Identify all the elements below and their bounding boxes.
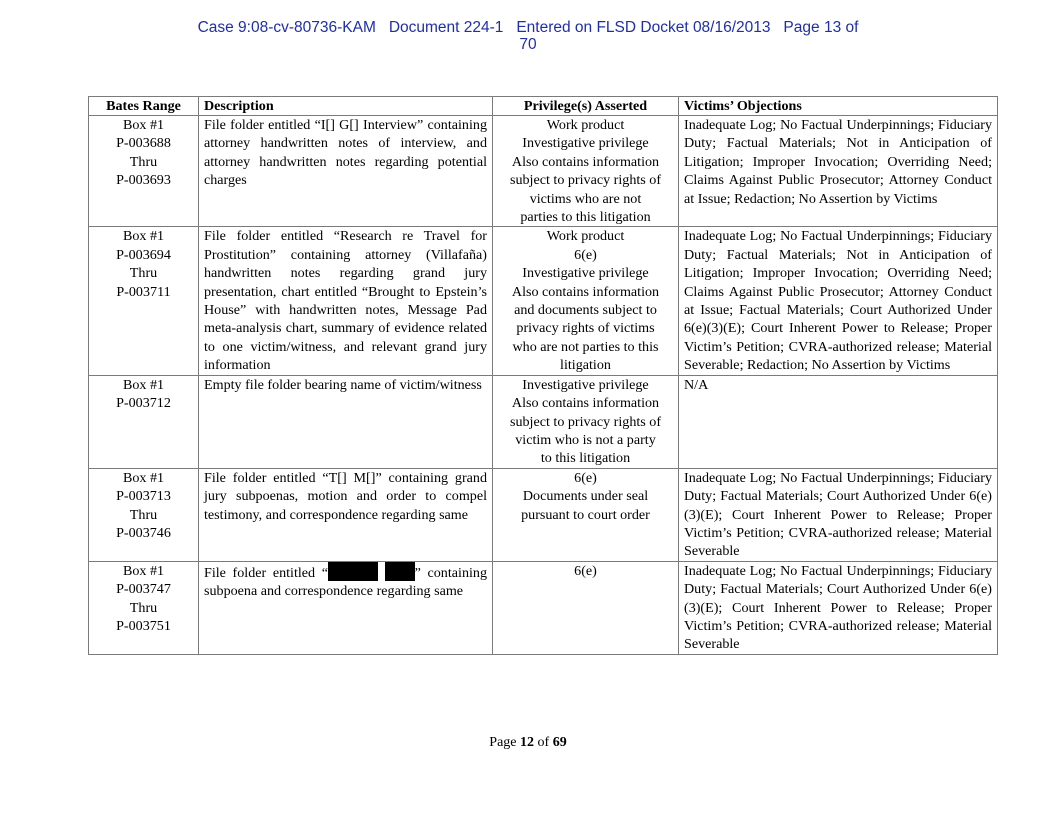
bates-line: Thru xyxy=(129,265,158,282)
table-row xyxy=(89,375,998,468)
footer-page-number: 12 xyxy=(520,735,535,750)
col-header-privilege: Privilege(s) Asserted xyxy=(493,97,679,116)
table-row xyxy=(89,468,998,561)
bates-line: Thru xyxy=(129,599,158,616)
bates-line: P-003688 xyxy=(116,135,171,152)
privilege-line: Investigative privilege xyxy=(522,265,649,282)
privilege-line: 6(e) xyxy=(574,469,597,486)
col-header-bates: Bates Range xyxy=(89,97,199,116)
bates-line: Thru xyxy=(129,153,158,170)
privilege-line: litigation xyxy=(560,357,611,374)
privilege-cell xyxy=(493,116,679,227)
description-suffix: ” containing subpoena and correspondence regarding same xyxy=(204,564,487,600)
privilege-cell xyxy=(493,561,679,654)
bates-line: P-003694 xyxy=(116,246,171,263)
privilege-line: Documents under seal xyxy=(522,488,649,505)
bates-range-cell xyxy=(89,468,199,561)
objections-cell: Inadequate Log; No Factual Underpinnings; Fiduciary Duty; Factual Materials; Court Authorized Under 6(e)(3)(E); Court Inherent Power to Release; Proper Victim’s Petition; CVRA-authorized release; Material Severable xyxy=(679,561,998,654)
privilege-line: Work product xyxy=(546,117,625,133)
bates-line: Box #1 xyxy=(122,562,165,579)
table-row xyxy=(89,561,998,654)
bates-range-cell xyxy=(89,561,199,654)
privilege-line: 6(e) xyxy=(574,246,597,263)
col-header-description: Description xyxy=(199,97,493,116)
objections-cell: Inadequate Log; No Factual Underpinnings; Fiduciary Duty; Factual Materials; Court Authorized Under 6(e)(3)(E); Court Inherent Power to Release; Proper Victim’s Petition; CVRA-authorized release; Material Severable xyxy=(679,468,998,561)
privilege-line: to this litigation xyxy=(540,450,631,467)
privilege-line: pursuant to court order xyxy=(521,506,650,523)
redaction-block xyxy=(328,562,378,581)
description-cell: Empty file folder bearing name of victim/witness xyxy=(199,375,493,468)
privilege-line: victims who are not xyxy=(529,190,642,207)
privilege-cell xyxy=(493,227,679,375)
redaction-block xyxy=(385,562,415,581)
description-cell: File folder entitled “T[] M[]” containing grand jury subpoenas, motion and order to compel testimony, and correspondence regarding same xyxy=(199,468,493,561)
description-cell: File folder entitled “Research re Travel for Prostitution” containing attorney (Villafaña) handwritten notes regarding grand jury presentation, chart entitled “Brought to Epstein’s House” with handwritten notes, Message Pad meta-analysis chart, summary of evidence related to one victim/witness, and relevant grand jury information xyxy=(199,227,493,375)
bates-line: P-003746 xyxy=(116,524,171,541)
page-footer xyxy=(0,735,1056,751)
col-header-objections: Victims’ Objections xyxy=(679,97,998,116)
table-header-row xyxy=(89,97,998,116)
bates-line: P-003712 xyxy=(116,395,171,412)
bates-line: P-003711 xyxy=(116,283,171,300)
objections-cell: Inadequate Log; No Factual Underpinnings; Fiduciary Duty; Factual Materials; Not in Anticipation of Litigation; Improper Invocation; Overriding Need; Claims Against Public Prosecutor; Attorney Conduct at Issue; Factual Materials; Court Authorized Under 6(e)(3)(E); Court Inherent Power to Release; Proper Victim’s Petition; CVRA-authorized release; Material Severable; Redaction; No Assertion by Victims xyxy=(679,227,998,375)
table-row xyxy=(89,227,998,375)
footer-of-word: of xyxy=(537,735,550,750)
bates-range-cell xyxy=(89,375,199,468)
docket-header-line1: Case 9:08-cv-80736-KAM Document 224-1 Entered on FLSD Docket 08/16/2013 Page 13 of xyxy=(197,19,859,36)
privilege-line: Work product xyxy=(546,228,625,245)
description-prefix: File folder entitled “ xyxy=(204,564,328,581)
privilege-line: and documents subject to xyxy=(514,302,657,319)
privilege-line: Also contains information xyxy=(511,153,660,170)
objections-cell: N/A xyxy=(679,375,998,468)
bates-range-cell xyxy=(89,227,199,375)
privilege-line: Also contains information xyxy=(511,395,660,412)
bates-line: Box #1 xyxy=(122,469,165,486)
privilege-line: Also contains information xyxy=(511,283,660,300)
bates-line: P-003747 xyxy=(116,581,171,598)
privilege-line: subject to privacy rights of xyxy=(509,413,662,430)
docket-header-line2: 70 xyxy=(519,36,537,53)
privilege-line: subject to privacy rights of xyxy=(509,172,662,189)
footer-page-total: 69 xyxy=(552,735,567,750)
description-cell xyxy=(199,561,493,654)
privilege-cell xyxy=(493,468,679,561)
privilege-line: Investigative privilege xyxy=(522,135,649,152)
privilege-log-table xyxy=(88,96,998,655)
footer-page-word: Page xyxy=(489,735,517,750)
privilege-cell xyxy=(493,375,679,468)
bates-line: Box #1 xyxy=(122,117,165,133)
bates-line: P-003693 xyxy=(116,172,171,189)
privilege-line: who are not parties to this xyxy=(512,338,659,355)
bates-line: P-003713 xyxy=(116,488,171,505)
bates-range-cell xyxy=(89,116,199,227)
bates-line: P-003751 xyxy=(116,617,171,634)
bates-line: Thru xyxy=(129,506,158,523)
table-row xyxy=(89,116,998,227)
objections-cell: Inadequate Log; No Factual Underpinnings; Fiduciary Duty; Factual Materials; Not in Anticipation of Litigation; Improper Invocation; Overriding Need; Claims Against Public Prosecutor; Attorney Conduct at Issue; Redaction; No Assertion by Victims xyxy=(679,116,998,227)
privilege-line: 6(e) xyxy=(574,562,597,579)
privilege-line: parties to this litigation xyxy=(520,209,651,226)
bates-line: Box #1 xyxy=(122,228,165,245)
privilege-line: privacy rights of victims xyxy=(516,320,655,337)
description-cell: File folder entitled “I[] G[] Interview” containing attorney handwritten notes of interview, and attorney handwritten notes regarding potential charges xyxy=(199,116,493,227)
privilege-line: Investigative privilege xyxy=(522,376,649,393)
docket-header xyxy=(0,19,1056,53)
bates-line: Box #1 xyxy=(122,376,165,393)
privilege-line: victim who is not a party xyxy=(515,431,656,448)
